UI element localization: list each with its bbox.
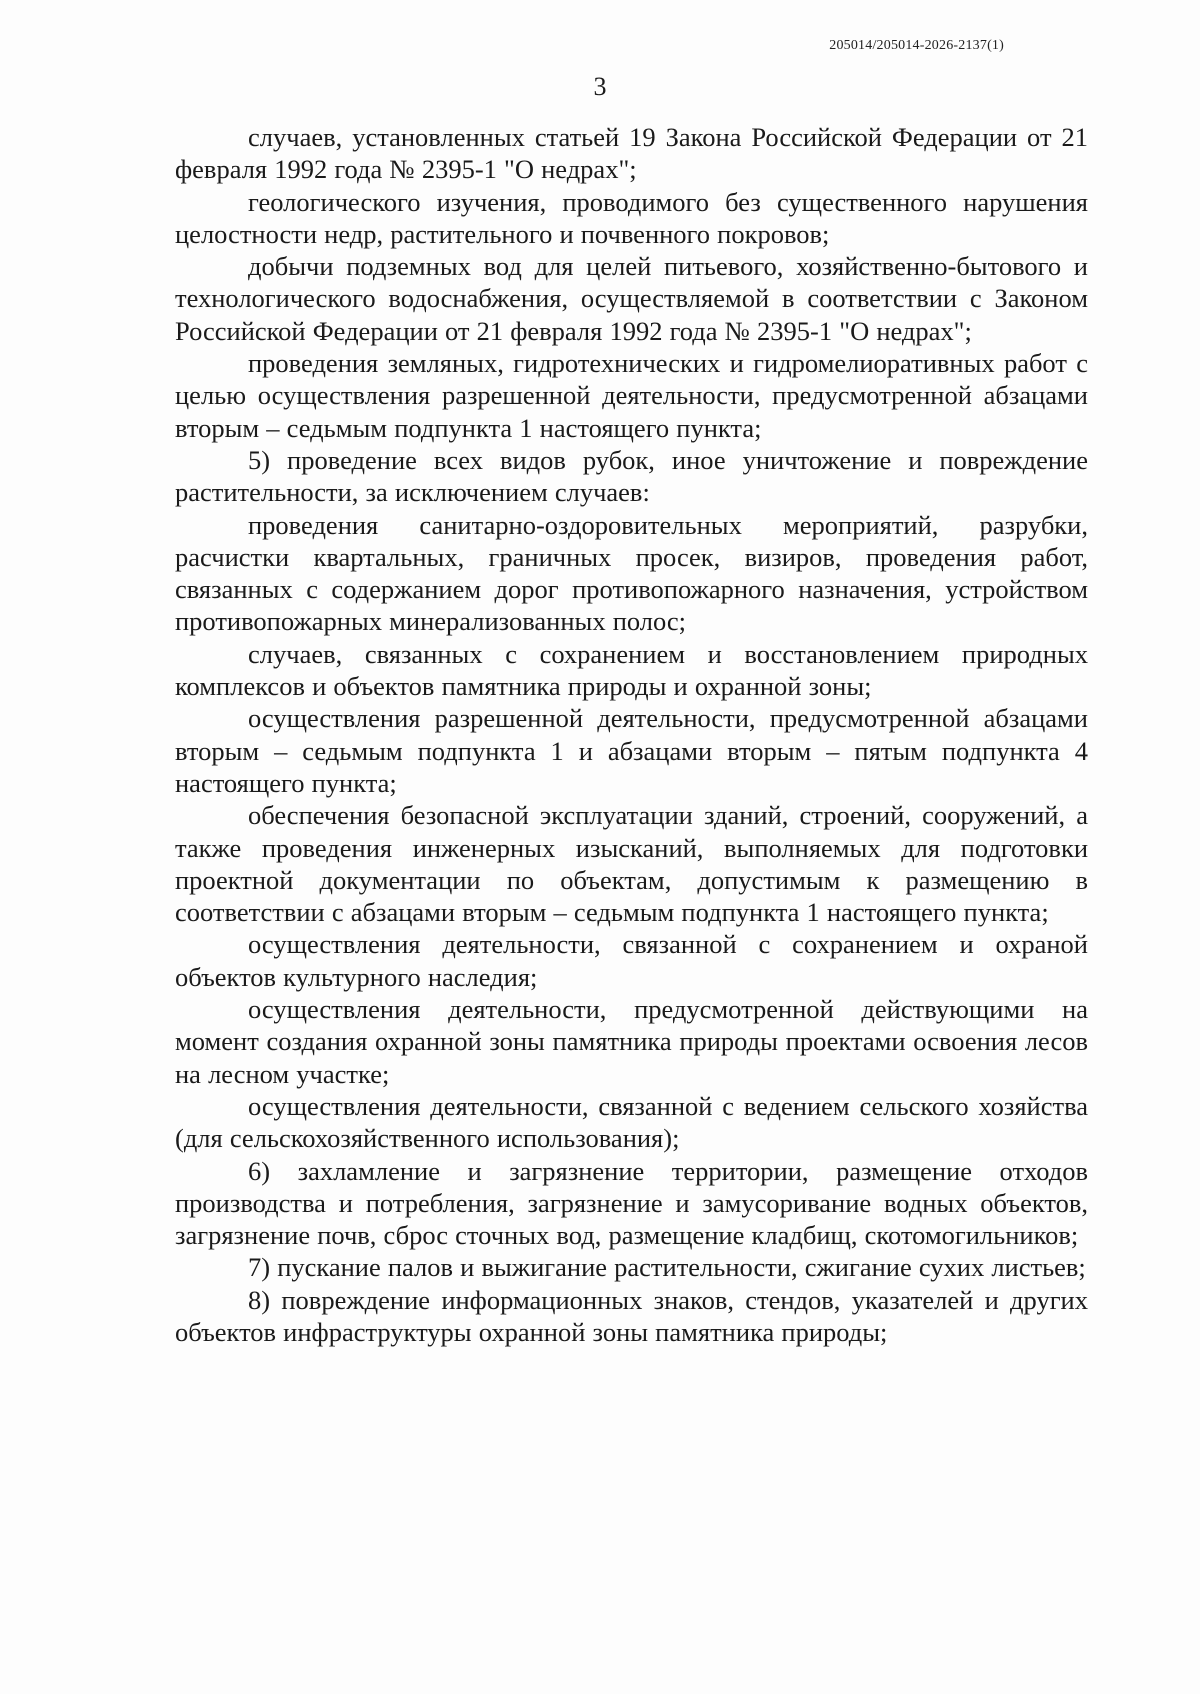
paragraph: добычи подземных вод для целей питьевого, хозяйственно-бытового и технологического водоснабжения, осуществляемой в соответствии с Законом Российской Федерации от 21 февраля 1992 года № 2395-1 "О недрах"; — [175, 251, 1088, 346]
paragraph: геологического изучения, проводимого без существенного нарушения целостности недр, растительного и почвенного покровов; — [175, 186, 1088, 249]
paragraph: случаев, установленных статьей 19 Закона Российской Федерации от 21 февраля 1992 года № 2395-1 "О недрах"; — [175, 122, 1088, 185]
paragraph: осуществления деятельности, предусмотренной действующими на момент создания охранной зоны памятника природы проектами освоения лесов на лесном участке; — [175, 994, 1088, 1089]
paragraph: 6) захламление и загрязнение территории, размещение отходов производства и потребления, загрязнение и замусоривание водных объектов, загрязнение почв, сброс сточных вод, размещение кладбищ, скотомогильников; — [175, 1155, 1088, 1251]
paragraph: осуществления разрешенной деятельности, предусмотренной абзацами вторым – седьмым подпункта 1 и абзацами вторым – пятым подпункта 4 настоящего пункта; — [175, 703, 1088, 798]
page-number: 3 — [593, 72, 607, 101]
paragraph: осуществления деятельности, связанной с сохранением и охраной объектов культурного наследия; — [175, 929, 1088, 992]
paragraph: 5) проведение всех видов рубок, иное уничтожение и повреждение растительности, за исключением случаев: — [175, 444, 1088, 508]
paragraph: осуществления деятельности, связанной с ведением сельского хозяйства (для сельскохозяйственного использования); — [175, 1090, 1088, 1154]
paragraph: 8) повреждение информационных знаков, стендов, указателей и других объектов инфраструктуры охранной зоны памятника природы; — [175, 1284, 1088, 1347]
paragraph: проведения земляных, гидротехнических и гидромелиоративных работ с целью осуществления разрешенной деятельности, предусмотренной абзацами вторым – седьмым подпункта 1 настоящего пункта; — [175, 348, 1088, 443]
document-body — [175, 121, 1088, 1348]
paragraph: проведения санитарно-оздоровительных мероприятий, разрубки, расчистки квартальных, граничных просек, визиров, проведения работ, связанных с содержанием дорог противопожарного назначения, устройством противопожарных минерализованных полос; — [175, 509, 1088, 637]
document-id: 205014/205014-2026-2137(1) — [829, 38, 1004, 53]
paragraph: случаев, связанных с сохранением и восстановлением природных комплексов и объектов памятника природы и охранной зоны; — [175, 638, 1088, 702]
paragraph: обеспечения безопасной эксплуатации зданий, строений, сооружений, а также проведения инженерных изысканий, выполняемых для подготовки проектной документации по объектам, допустимым к размещению в соответствии с абзацами вторым – седьмым подпункта 1 настоящего пункта; — [175, 800, 1088, 928]
paragraph: 7) пускание палов и выжигание растительности, сжигание сухих листьев; — [248, 1252, 1086, 1283]
